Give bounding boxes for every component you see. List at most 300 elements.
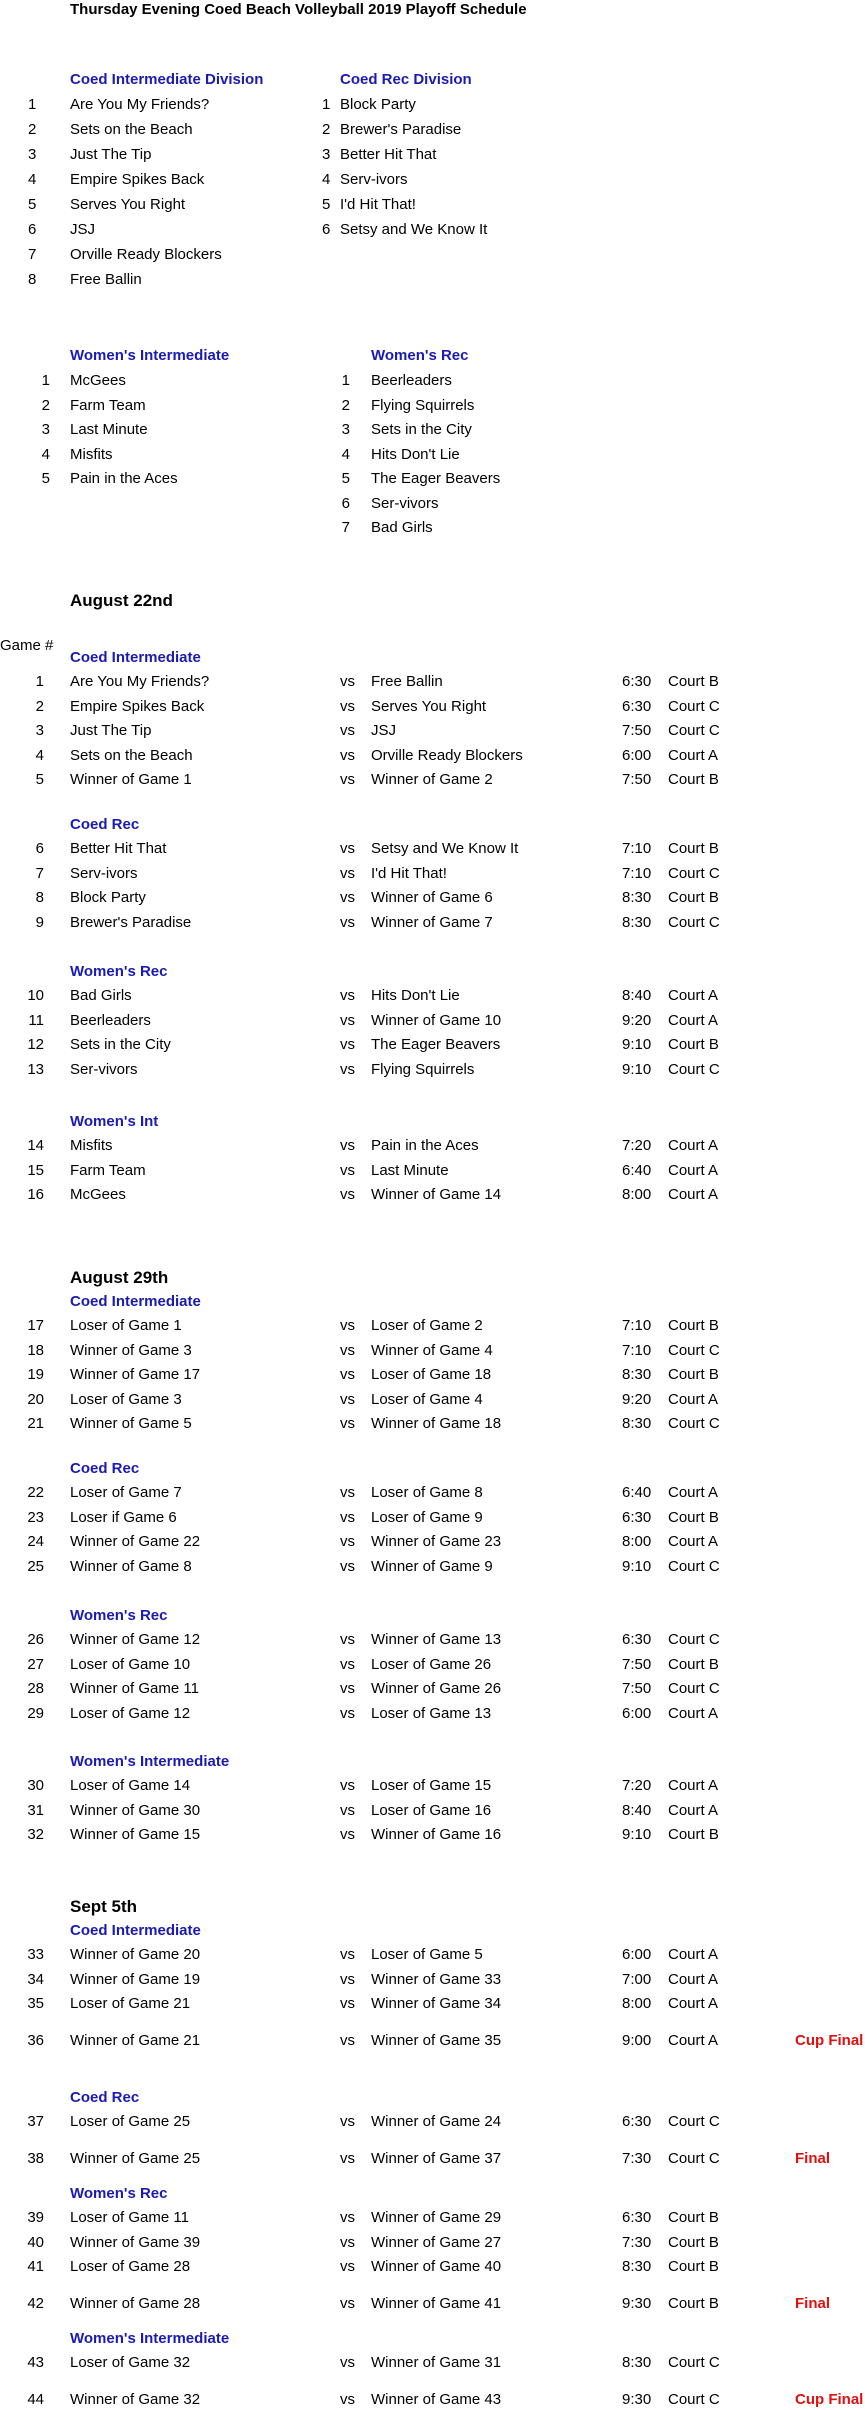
vs-label: vs (340, 1390, 355, 1408)
game-number: 26 (27, 1631, 44, 1648)
seed-number: 3 (28, 146, 37, 163)
section-heading: Women's Rec (70, 2185, 168, 2202)
section-heading: Women's Intermediate (70, 2330, 230, 2347)
team-a: Loser of Game 32 (70, 2354, 191, 2371)
game-court: Court A (668, 2031, 719, 2049)
game-number: 16 (27, 1186, 44, 1203)
game-court: Court A (668, 1970, 719, 1988)
seed-number: 5 (41, 470, 50, 487)
game-time: 8:30 (622, 1366, 652, 1383)
game-court: Court A (668, 1161, 719, 1179)
team-b: Winner of Game 33 (371, 1970, 502, 1988)
seed-number: 6 (28, 221, 37, 238)
seed-team-name: Are You My Friends? (70, 96, 210, 113)
vs-label: vs (340, 1557, 355, 1575)
seed-team-name: Sets on the Beach (70, 121, 193, 138)
game-time: 9:00 (622, 2031, 652, 2049)
team-a: Loser of Game 1 (70, 1317, 182, 1334)
section-heading: Coed Intermediate (70, 1922, 201, 1939)
game-number: 28 (27, 1680, 44, 1697)
seed-team-name: Better Hit That (340, 146, 437, 163)
section-heading: Women's Intermediate (70, 1753, 230, 1770)
game-time: 7:20 (622, 1137, 652, 1154)
game-court: Court B (668, 771, 719, 788)
team-a: Loser of Game 21 (70, 1995, 191, 2012)
game-number: 40 (27, 2233, 44, 2251)
game-court: Court C (668, 2149, 720, 2167)
team-a: Misfits (70, 1137, 113, 1154)
section-heading: Coed Rec (70, 816, 140, 833)
vs-label: vs (340, 987, 355, 1004)
vs-label: vs (340, 1366, 355, 1383)
seed-number: 4 (41, 445, 50, 463)
game-number: 24 (27, 1533, 44, 1550)
seed-team-name: JSJ (70, 221, 96, 238)
team-b: Winner of Game 18 (371, 1415, 502, 1432)
team-a: Loser of Game 12 (70, 1704, 191, 1722)
game-court: Court A (668, 1533, 719, 1550)
team-b: Winner of Game 10 (371, 1011, 502, 1029)
game-number: 17 (27, 1317, 44, 1334)
seed-number: 7 (341, 519, 350, 536)
team-b: Winner of Game 23 (371, 1533, 502, 1550)
vs-label: vs (340, 840, 355, 857)
team-b: Loser of Game 5 (371, 1946, 483, 1963)
vs-label: vs (340, 1317, 355, 1334)
game-time: 9:20 (622, 1390, 652, 1408)
game-time: 7:10 (622, 1341, 652, 1359)
vs-label: vs (340, 1415, 355, 1432)
game-time: 6:30 (622, 2209, 652, 2226)
game-number: 19 (27, 1366, 44, 1383)
game-time: 9:30 (622, 2390, 652, 2408)
seed-number: 2 (341, 396, 350, 414)
game-court: Court C (668, 2390, 720, 2408)
week-date: August 29th (70, 1268, 169, 1287)
team-b: Last Minute (371, 1161, 449, 1179)
team-a: Winner of Game 19 (70, 1970, 201, 1988)
seed-team-name: Brewer's Paradise (340, 121, 462, 138)
game-time: 7:30 (622, 2149, 652, 2167)
game-number: 6 (35, 840, 44, 857)
seed-heading-coed_rec: Coed Rec Division (340, 71, 472, 88)
section-heading: Women's Rec (70, 963, 168, 980)
final-badge: Cup Final (795, 2390, 864, 2408)
vs-label: vs (340, 1137, 355, 1154)
game-time: 6:40 (622, 1484, 652, 1501)
game-number: 8 (35, 889, 44, 906)
team-a: Winner of Game 22 (70, 1533, 201, 1550)
game-number: 14 (27, 1137, 44, 1154)
team-a: Winner of Game 21 (70, 2031, 201, 2049)
team-a: Winner of Game 30 (70, 1801, 201, 1819)
game-court: Court A (668, 1801, 719, 1819)
team-b: Loser of Game 15 (371, 1777, 492, 1794)
game-court: Court C (668, 1415, 720, 1432)
game-time: 7:10 (622, 840, 652, 857)
vs-label: vs (340, 913, 355, 931)
team-a: Winner of Game 32 (70, 2390, 201, 2408)
seed-number: 1 (28, 96, 37, 113)
game-number: 20 (27, 1390, 44, 1408)
game-time: 9:30 (622, 2294, 652, 2312)
game-court: Court B (668, 2294, 719, 2312)
seed-number: 5 (341, 470, 350, 487)
final-badge: Final (795, 2294, 831, 2312)
game-number: 23 (27, 1508, 44, 1526)
game-court: Court C (668, 2113, 720, 2130)
vs-label: vs (340, 889, 355, 906)
team-b: Hits Don't Lie (371, 987, 460, 1004)
seed-team-name: Farm Team (70, 396, 146, 414)
team-a: Bad Girls (70, 987, 132, 1004)
vs-label: vs (340, 1655, 355, 1673)
seed-number: 4 (341, 445, 350, 463)
game-number: 35 (27, 1995, 44, 2012)
team-b: The Eager Beavers (371, 1036, 501, 1053)
game-number: 29 (27, 1704, 44, 1722)
game-time: 7:30 (622, 2233, 652, 2251)
game-number: 2 (35, 697, 44, 715)
vs-label: vs (340, 2031, 355, 2049)
game-court: Court A (668, 1390, 719, 1408)
week-date: Sept 5th (70, 1897, 138, 1916)
game-court: Court B (668, 840, 719, 857)
game-court: Court B (668, 1826, 719, 1843)
game-court: Court B (668, 2209, 719, 2226)
game-time: 9:10 (622, 1826, 652, 1843)
team-a: Loser of Game 28 (70, 2258, 191, 2275)
game-time: 7:20 (622, 1777, 652, 1794)
vs-label: vs (340, 771, 355, 788)
game-time: 8:30 (622, 913, 652, 931)
section-heading: Coed Intermediate (70, 649, 201, 666)
team-a: Loser of Game 25 (70, 2113, 191, 2130)
game-number: 13 (27, 1060, 44, 1078)
team-a: Ser-vivors (70, 1060, 138, 1078)
team-b: Loser of Game 9 (371, 1508, 483, 1526)
seed-number: 2 (28, 121, 37, 138)
seed-team-name: Pain in the Aces (70, 470, 178, 487)
vs-label: vs (340, 1704, 355, 1722)
vs-label: vs (340, 746, 355, 764)
seed-number: 5 (28, 196, 37, 213)
team-b: Winner of Game 14 (371, 1186, 502, 1203)
team-a: Winner of Game 17 (70, 1366, 201, 1383)
game-number: 22 (27, 1484, 44, 1501)
vs-label: vs (340, 1995, 355, 2012)
seed-number: 2 (41, 396, 50, 414)
seed-number: 6 (341, 494, 350, 512)
team-b: Winner of Game 27 (371, 2233, 502, 2251)
game-time: 7:10 (622, 1317, 652, 1334)
team-b: Flying Squirrels (371, 1060, 475, 1078)
section-heading: Women's Int (70, 1113, 159, 1130)
team-a: Winner of Game 20 (70, 1946, 201, 1963)
vs-label: vs (340, 2294, 355, 2312)
vs-label: vs (340, 1680, 355, 1697)
game-court: Court C (668, 1631, 720, 1648)
game-number: 43 (27, 2354, 44, 2371)
game-number: 34 (27, 1970, 44, 1988)
seed-heading-coed_int: Coed Intermediate Division (70, 71, 264, 88)
team-b: Winner of Game 4 (371, 1341, 493, 1359)
team-a: Winner of Game 28 (70, 2294, 201, 2312)
game-number: 44 (27, 2390, 44, 2408)
vs-label: vs (340, 1036, 355, 1053)
seed-team-name: Empire Spikes Back (70, 171, 205, 188)
game-number: 5 (35, 771, 44, 788)
seed-number: 2 (322, 121, 331, 138)
game-court: Court B (668, 1508, 719, 1526)
seed-team-name: Misfits (70, 445, 113, 463)
game-number: 25 (27, 1557, 44, 1575)
game-court: Court B (668, 1655, 719, 1673)
game-time: 8:30 (622, 2258, 652, 2275)
team-a: Winner of Game 12 (70, 1631, 201, 1648)
game-number: 21 (27, 1415, 44, 1432)
game-number: 1 (35, 673, 44, 690)
vs-label: vs (340, 1060, 355, 1078)
week-date: August 22nd (70, 591, 173, 610)
game-number: 32 (27, 1826, 44, 1843)
team-b: Winner of Game 7 (371, 913, 493, 931)
game-number: 18 (27, 1341, 44, 1359)
seed-team-name: The Eager Beavers (371, 470, 501, 487)
team-a: Are You My Friends? (70, 673, 210, 690)
seed-number: 5 (322, 196, 331, 213)
team-b: Loser of Game 26 (371, 1655, 492, 1673)
game-court: Court C (668, 1680, 720, 1697)
vs-label: vs (340, 2149, 355, 2167)
game-number: 39 (27, 2209, 44, 2226)
vs-label: vs (340, 697, 355, 715)
game-number: 37 (27, 2113, 44, 2130)
seed-number: 1 (341, 372, 350, 389)
vs-label: vs (340, 2258, 355, 2275)
team-a: Beerleaders (70, 1011, 151, 1029)
team-b: Orville Ready Blockers (371, 746, 523, 764)
game-time: 6:00 (622, 1946, 652, 1963)
team-a: Block Party (70, 889, 146, 906)
team-a: Loser of Game 3 (70, 1390, 182, 1408)
game-court: Court A (668, 1777, 719, 1794)
game-time: 8:30 (622, 2354, 652, 2371)
game-number: 7 (35, 864, 44, 882)
game-court: Court B (668, 2258, 719, 2275)
game-court: Court B (668, 889, 719, 906)
team-a: Better Hit That (70, 840, 167, 857)
team-b: Winner of Game 6 (371, 889, 493, 906)
game-court: Court C (668, 697, 720, 715)
team-a: Empire Spikes Back (70, 697, 205, 715)
game-time: 6:30 (622, 697, 652, 715)
game-number: 38 (27, 2149, 44, 2167)
seed-team-name: Just The Tip (70, 146, 152, 163)
game-court: Court B (668, 1366, 719, 1383)
vs-label: vs (340, 1186, 355, 1203)
seed-team-name: Serv-ivors (340, 171, 408, 188)
team-a: Serv-ivors (70, 864, 138, 882)
seed-team-name: Setsy and We Know It (340, 221, 488, 238)
vs-label: vs (340, 1484, 355, 1501)
game-number: 4 (35, 746, 44, 764)
team-b: Loser of Game 18 (371, 1366, 492, 1383)
final-badge: Final (795, 2149, 831, 2167)
team-a: Winner of Game 8 (70, 1557, 192, 1575)
vs-label: vs (340, 864, 355, 882)
game-number-header: Game # (0, 637, 54, 654)
team-a: Loser of Game 14 (70, 1777, 191, 1794)
section-heading: Coed Rec (70, 2089, 140, 2106)
game-court: Court C (668, 1557, 720, 1575)
seed-number: 6 (322, 221, 331, 238)
game-time: 7:00 (622, 1970, 652, 1988)
seed-team-name: Free Ballin (70, 271, 142, 288)
team-b: Pain in the Aces (371, 1137, 479, 1154)
vs-label: vs (340, 1508, 355, 1526)
vs-label: vs (340, 1801, 355, 1819)
team-a: Winner of Game 25 (70, 2149, 201, 2167)
seed-number: 8 (28, 271, 37, 288)
game-time: 6:30 (622, 2113, 652, 2130)
vs-label: vs (340, 722, 355, 739)
game-time: 9:20 (622, 1011, 652, 1029)
game-time: 9:10 (622, 1060, 652, 1078)
game-number: 36 (27, 2031, 44, 2049)
game-time: 8:30 (622, 1415, 652, 1432)
team-a: Winner of Game 11 (70, 1680, 199, 1697)
team-b: Winner of Game 26 (371, 1680, 502, 1697)
seed-number: 3 (41, 421, 50, 438)
seed-number: 1 (322, 96, 331, 113)
game-number: 15 (27, 1161, 44, 1179)
vs-label: vs (340, 1011, 355, 1029)
team-b: Winner of Game 35 (371, 2031, 502, 2049)
vs-label: vs (340, 2390, 355, 2408)
vs-label: vs (340, 2233, 355, 2251)
section-heading: Coed Intermediate (70, 1293, 201, 1310)
game-time: 8:00 (622, 1995, 652, 2012)
vs-label: vs (340, 1341, 355, 1359)
seed-number: 1 (41, 372, 50, 389)
seed-team-name: Hits Don't Lie (371, 445, 460, 463)
team-a: Winner of Game 39 (70, 2233, 201, 2251)
team-a: Brewer's Paradise (70, 913, 192, 931)
game-time: 9:10 (622, 1557, 652, 1575)
game-time: 7:50 (622, 722, 652, 739)
game-court: Court C (668, 1060, 720, 1078)
team-b: Loser of Game 4 (371, 1390, 483, 1408)
vs-label: vs (340, 673, 355, 690)
seed-number: 3 (341, 421, 350, 438)
game-time: 8:00 (622, 1533, 652, 1550)
vs-label: vs (340, 1777, 355, 1794)
game-time: 8:40 (622, 1801, 652, 1819)
team-a: Loser of Game 11 (70, 2209, 189, 2226)
game-court: Court C (668, 864, 720, 882)
seed-number: 4 (322, 171, 331, 188)
game-court: Court A (668, 1186, 719, 1203)
team-a: Loser if Game 6 (70, 1508, 177, 1526)
game-time: 7:50 (622, 1655, 652, 1673)
team-a: Winner of Game 5 (70, 1415, 192, 1432)
team-b: Serves You Right (371, 697, 487, 715)
team-b: Loser of Game 8 (371, 1484, 483, 1501)
game-number: 30 (27, 1777, 44, 1794)
final-badge: Cup Final (795, 2031, 864, 2049)
team-b: Winner of Game 9 (371, 1557, 493, 1575)
team-a: Loser of Game 10 (70, 1655, 191, 1673)
game-number: 33 (27, 1946, 44, 1963)
team-a: Farm Team (70, 1161, 146, 1179)
vs-label: vs (340, 1161, 355, 1179)
team-a: Sets in the City (70, 1036, 171, 1053)
team-b: Setsy and We Know It (371, 840, 519, 857)
game-time: 8:00 (622, 1186, 652, 1203)
section-heading: Coed Rec (70, 1460, 140, 1477)
seed-team-name: I'd Hit That! (340, 196, 416, 213)
game-court: Court B (668, 1317, 719, 1334)
vs-label: vs (340, 1631, 355, 1648)
team-b: Winner of Game 16 (371, 1826, 502, 1843)
game-time: 7:10 (622, 864, 652, 882)
game-time: 6:00 (622, 1704, 652, 1722)
seed-heading-women_rec: Women's Rec (371, 347, 469, 364)
game-court: Court A (668, 1995, 719, 2012)
team-b: Winner of Game 31 (371, 2354, 502, 2371)
game-time: 9:10 (622, 1036, 652, 1053)
game-number: 31 (27, 1801, 44, 1819)
team-a: Winner of Game 1 (70, 771, 192, 788)
game-time: 7:50 (622, 771, 652, 788)
seed-team-name: Block Party (340, 96, 416, 113)
game-number: 12 (27, 1036, 44, 1053)
game-court: Court A (668, 746, 719, 764)
team-b: Winner of Game 41 (371, 2294, 502, 2312)
vs-label: vs (340, 1533, 355, 1550)
team-b: Loser of Game 2 (371, 1317, 483, 1334)
game-court: Court A (668, 1011, 719, 1029)
team-a: McGees (70, 1186, 126, 1203)
seed-team-name: Last Minute (70, 421, 148, 438)
vs-label: vs (340, 1970, 355, 1988)
vs-label: vs (340, 2113, 355, 2130)
page-title: Thursday Evening Coed Beach Volleyball 2019 Playoff Schedule (70, 1, 527, 18)
game-court: Court A (668, 1946, 719, 1963)
game-court: Court B (668, 1036, 719, 1053)
team-b: Winner of Game 13 (371, 1631, 502, 1648)
game-court: Court C (668, 1341, 720, 1359)
team-a: Sets on the Beach (70, 746, 193, 764)
seed-team-name: Ser-vivors (371, 494, 439, 512)
seed-team-name: Sets in the City (371, 421, 472, 438)
team-b: Winner of Game 40 (371, 2258, 502, 2275)
team-b: Winner of Game 37 (371, 2149, 502, 2167)
team-b: Loser of Game 13 (371, 1704, 492, 1722)
team-b: Free Ballin (371, 673, 443, 690)
team-b: Winner of Game 24 (371, 2113, 502, 2130)
game-time: 7:50 (622, 1680, 652, 1697)
seed-number: 4 (28, 171, 37, 188)
game-number: 41 (27, 2258, 44, 2275)
game-court: Court C (668, 722, 720, 739)
game-court: Court C (668, 913, 720, 931)
team-a: Just The Tip (70, 722, 152, 739)
game-time: 6:40 (622, 1161, 652, 1179)
game-number: 10 (27, 987, 44, 1004)
game-time: 6:00 (622, 746, 652, 764)
